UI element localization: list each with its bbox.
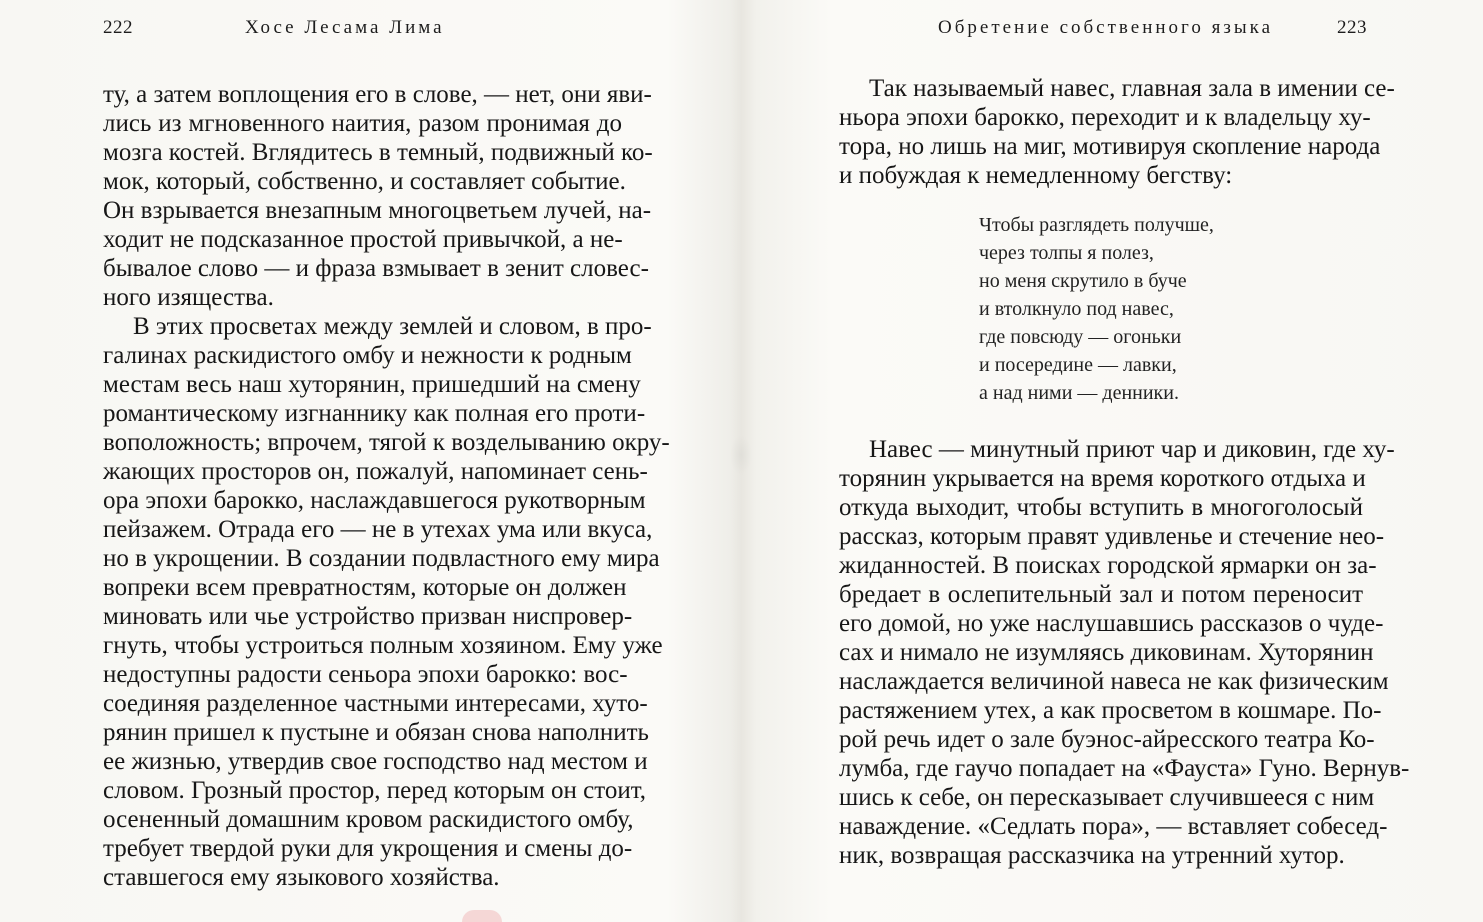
text-line: требует твердой руки для укрощения и смены до- bbox=[103, 835, 633, 862]
text-line: шись к себе, он пересказывает случившееся с ним bbox=[839, 784, 1375, 811]
text-line: лись из мгновенного наития, разом пронимая до bbox=[103, 110, 622, 137]
right-page bbox=[741, 0, 1483, 922]
text-line: В этих просветах между землей и словом, в про- bbox=[133, 313, 652, 340]
text-line: наслаждается величиной навеса не как физическим bbox=[839, 668, 1389, 695]
text-line: лумба, где гаучо попадает на «Фауста» Гуно. Вернув- bbox=[839, 755, 1410, 782]
text-line: осененный домашним кровом раскидистого омбу, bbox=[103, 806, 634, 833]
page-edge-mark bbox=[462, 910, 502, 922]
text-line: Он взрывается внезапным многоцветьем лучей, на- bbox=[103, 197, 652, 224]
text-line: ник, возвращая рассказчика на утренний хутор. bbox=[839, 842, 1345, 869]
text-line: мозга костей. Вглядитесь в темный, подвижный ко- bbox=[103, 139, 653, 166]
text-line: растяжением утех, а как просветом в кошмаре. По- bbox=[839, 697, 1382, 724]
text-line: и побуждая к немедленному бегству: bbox=[839, 162, 1233, 189]
text-line: бывалое слово — и фраза взмывает в зенит словес- bbox=[103, 255, 649, 282]
text-line: ставшегося ему языкового хозяйства. bbox=[103, 864, 500, 891]
text-line: рой речь идет о зале буэнос-айресского театра Ко- bbox=[839, 726, 1375, 753]
text-line: Так называемый навес, главная зала в имении се- bbox=[869, 75, 1395, 102]
text-line: но в укрощении. В создании подвластного ему мира bbox=[103, 545, 660, 572]
text-line: галинах раскидистого омбу и нежности к родным bbox=[103, 342, 632, 369]
text-line: жающих просторов он, пожалуй, напоминает сень- bbox=[103, 458, 648, 485]
left-page bbox=[0, 0, 741, 922]
text-line: словом. Грозный простор, перед которым он стоит, bbox=[103, 777, 647, 804]
verse-block bbox=[979, 211, 1214, 407]
verse-line: и посередине — лавки, bbox=[979, 354, 1177, 376]
text-line: наваждение. «Седлать пора», — вставляет собесед- bbox=[839, 813, 1388, 840]
text-line: местам весь наш хуторянин, пришедший на смену bbox=[103, 371, 641, 398]
text-line: рянин пришел к пустыне и обязан снова наполнить bbox=[103, 719, 649, 746]
right-intro-text bbox=[839, 74, 1395, 190]
text-line: торянин укрывается на время короткого отдыха и bbox=[839, 465, 1366, 492]
right-body-text bbox=[839, 435, 1410, 870]
text-line: ного изящества. bbox=[103, 284, 274, 311]
text-line: рассказ, которым правят удивленье и стечение нео- bbox=[839, 523, 1385, 550]
text-line: гнуть, чтобы устроиться полным хозяином. Ему уже bbox=[103, 632, 663, 659]
text-line: Навес — минутный приют чар и диковин, где ху- bbox=[869, 436, 1395, 463]
text-line: соединяя разделенное частными интересами, хуто- bbox=[103, 690, 648, 717]
left-body-text bbox=[103, 80, 670, 892]
left-running-head: Хосе Лесама Лима bbox=[245, 17, 445, 38]
text-line: ее жизнью, утвердив свое господство над местом и bbox=[103, 748, 648, 775]
text-line: романтическому изгнаннику как полная его проти- bbox=[103, 400, 646, 427]
text-line: недоступны радости сеньора эпохи барокко: вос- bbox=[103, 661, 628, 688]
verse-line: Чтобы разглядеть получше, bbox=[979, 214, 1214, 236]
text-line: сах и нимало не изумляясь диковинам. Хуторянин bbox=[839, 639, 1374, 666]
text-line: ньора эпохи барокко, переходит и к владельцу ху- bbox=[839, 104, 1371, 131]
text-line: пейзажем. Отрада его — не в утехах ума или вкуса, bbox=[103, 516, 653, 543]
verse-line: а над ними — денники. bbox=[979, 382, 1179, 404]
verse-line: и втолкнуло под навес, bbox=[979, 298, 1174, 320]
left-page-number: 222 bbox=[103, 17, 133, 38]
text-line: тора, но лишь на миг, мотивируя скопление народа bbox=[839, 133, 1381, 160]
text-line: ту, а затем воплощения его в слове, — нет, они яви- bbox=[103, 81, 652, 108]
text-line: воположность; впрочем, тягой к возделыванию окру- bbox=[103, 429, 670, 456]
text-line: миновать или чье устройство призван ниспровер- bbox=[103, 603, 633, 630]
right-running-head: Обретение собственного языка bbox=[938, 17, 1273, 38]
text-line: бредает в ослепительный зал и потом переносит bbox=[839, 581, 1363, 608]
text-line: ора эпохи барокко, наслаждавшегося рукотворным bbox=[103, 487, 646, 514]
verse-line: где повсюду — огоньки bbox=[979, 326, 1182, 348]
text-line: жиданностей. В поисках городской ярмарки он за- bbox=[839, 552, 1377, 579]
text-line: мок, который, собственно, и составляет событие. bbox=[103, 168, 626, 195]
verse-line: но меня скрутило в буче bbox=[979, 270, 1187, 292]
text-line: ходит не подсказанное простой привычкой, а не- bbox=[103, 226, 623, 253]
verse-line: через толпы я полез, bbox=[979, 242, 1154, 264]
text-line: его домой, но уже наслушавшись рассказов о чуде- bbox=[839, 610, 1384, 637]
text-line: откуда выходит, чтобы вступить в многоголосый bbox=[839, 494, 1363, 521]
right-page-number: 223 bbox=[1337, 17, 1367, 38]
text-line: вопреки всем превратностям, которые он должен bbox=[103, 574, 627, 601]
